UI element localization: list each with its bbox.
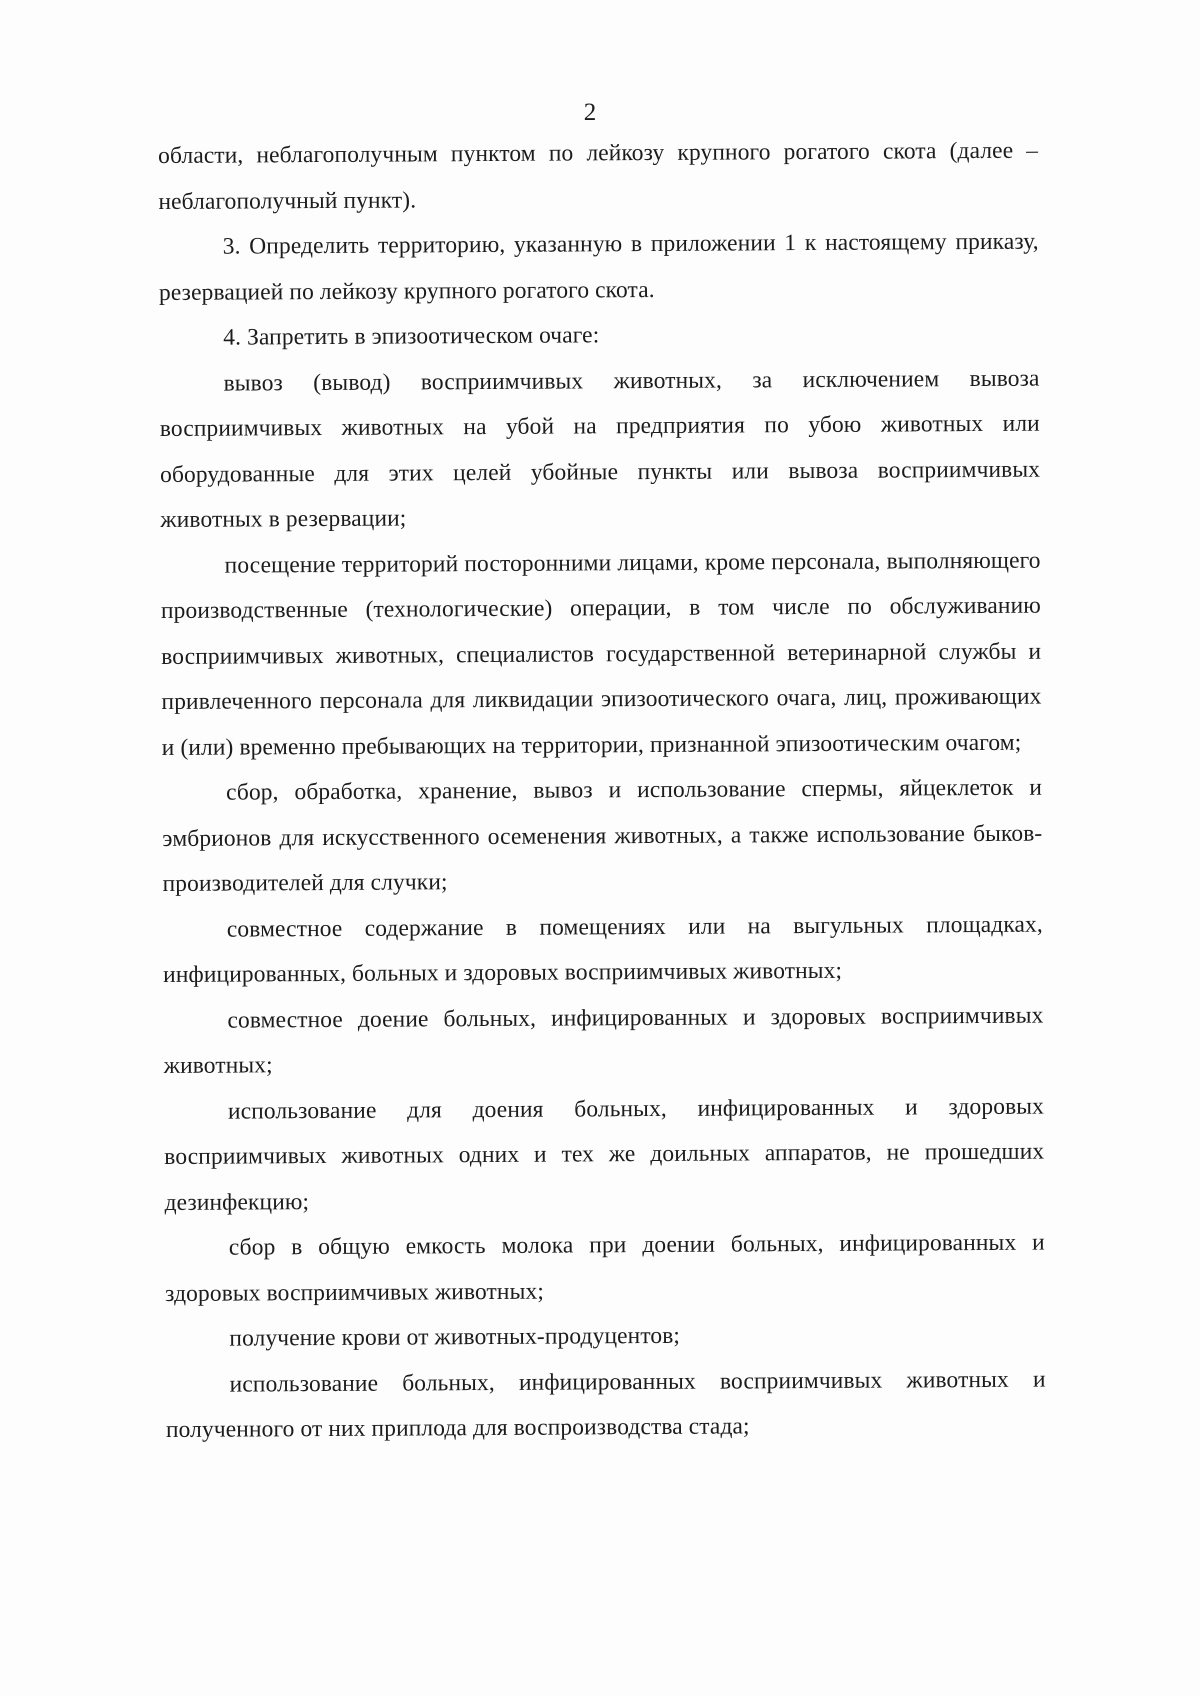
paragraph-item-4: 4. Запретить в эпизоотическом очаге: <box>223 322 600 351</box>
paragraph-item-3: 3. Определить территорию, указанную в приложении 1 к настоящему приказу, резервацией по лейкозу крупного рогатого скота. <box>158 228 1039 306</box>
prohibition-item: посещение территорий посторонними лицами, кроме персонала, выполняющего производственные (технологические) операции, в том числе по обслуживанию восприимчивых животных, специалистов государственной ветеринарной службы и привлеченного персонала для ликвидации эпизоотического очага, лиц, проживающих и (или) временно пребывающих на территории, признанной эпизоотическим очагом; <box>160 547 1042 761</box>
prohibition-item: использование для доения больных, инфицированных и здоровых восприимчивых животных одних и тех же доильных аппаратов, не прошедших дезинфекцию; <box>164 1093 1045 1216</box>
prohibition-item: сбор в общую емкость молока при доении больных, инфицированных и здоровых восприимчивых животных; <box>165 1229 1045 1307</box>
prohibition-item: совместное содержание в помещениях или на выгульных площадках, инфицированных, больных и здоровых восприимчивых животных; <box>163 911 1043 988</box>
prohibition-item: совместное доение больных, инфицированных и здоровых восприимчивых животных; <box>163 1002 1044 1079</box>
paragraph-continuation: области, неблагополучным пунктом по лейкозу крупного рогатого скота (далее – неблагополучный пункт). <box>158 137 1039 215</box>
prohibition-item: получение крови от животных-продуцентов; <box>229 1322 681 1352</box>
page-number: 2 <box>583 99 597 126</box>
prohibition-item: вывоз (вывод) восприимчивых животных, за исключением вывоза восприимчивых животных на убой на предприятия по убою животных или оборудованные для этих целей убойные пункты или вывоза восприимчивых животных в резервации; <box>159 365 1041 533</box>
prohibition-item: сбор, обработка, хранение, вывоз и использование спермы, яйцеклеток и эмбрионов для искусственного осеменения животных, а также использование быков-производителей для случки; <box>162 774 1043 897</box>
document-body <box>158 129 1046 1454</box>
prohibition-item: использование больных, инфицированных восприимчивых животных и полученного от них приплода для воспроизводства стада; <box>165 1366 1046 1443</box>
